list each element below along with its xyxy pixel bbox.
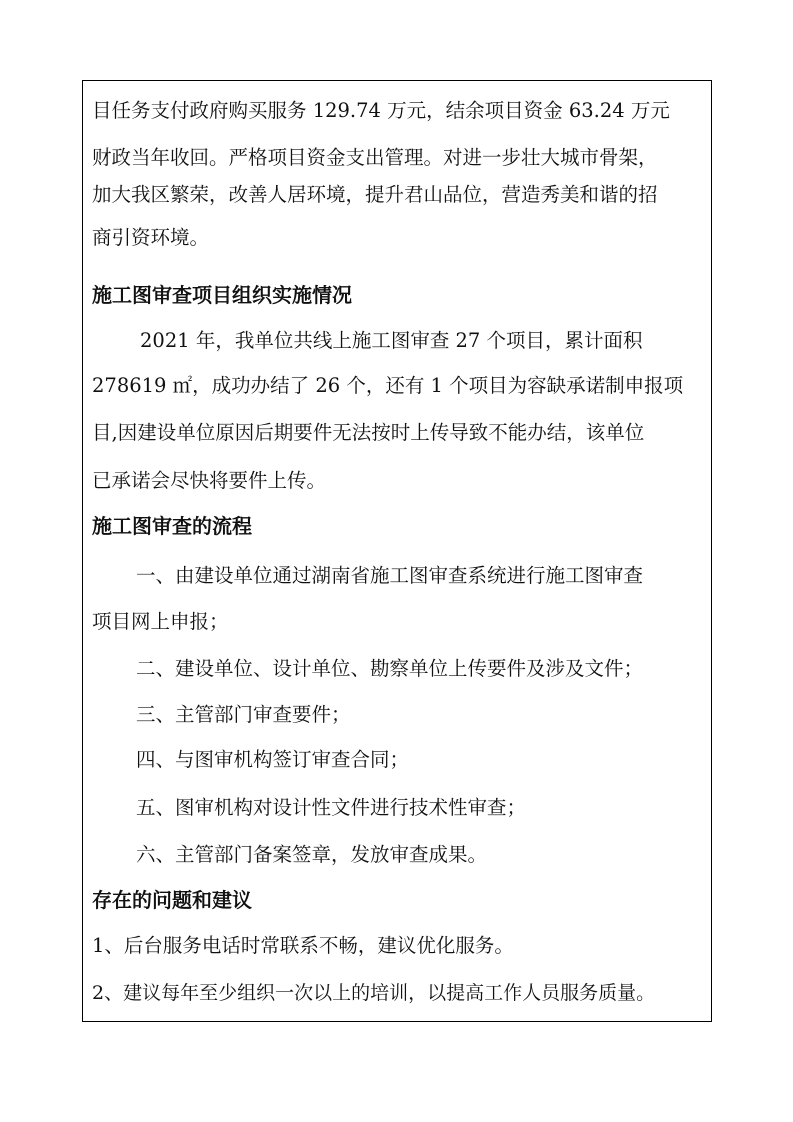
intro-line-4: 商引资环境。 (92, 226, 210, 249)
process-step-6: 六、主管部门备案签章，发放审查成果。 (136, 843, 488, 866)
section1-line-2: 278619 ㎡，成功办结了 26 个，还有 1 个项目为容缺承诺制申报项 (92, 374, 684, 397)
table-cell-border (82, 80, 712, 1022)
process-step-5: 五、图审机构对设计性文件进行技术性审查； (136, 796, 527, 819)
process-step-1: 一、由建设单位通过湖南省施工图审查系统进行施工图审查 (136, 564, 644, 587)
intro-line-3: 加大我区繁荣，改善人居环境，提升君山品位，营造秀美和谐的招 (92, 183, 658, 206)
process-step-1-cont: 项目网上申报； (92, 610, 229, 633)
issue-item-2: 2、建议每年至少组织一次以上的培训，以提高工作人员服务质量。 (92, 982, 656, 1004)
process-step-3: 三、主管部门审查要件； (136, 703, 351, 726)
section-heading-process: 施工图审查的流程 (92, 514, 252, 538)
issue-item-1: 1、后台服务电话时常联系不畅，建议优化服务。 (92, 934, 514, 957)
process-step-4: 四、与图审机构签订审查合同； (136, 748, 410, 771)
intro-line-1: 目任务支付政府购买服务 129.74 万元，结余项目资金 63.24 万元 (92, 99, 670, 122)
section1-line-1: 2021 年，我单位共线上施工图审查 27 个项目，累计面积 (140, 329, 643, 352)
section1-line-4: 已承诺会尽快将要件上传。 (92, 469, 327, 492)
process-step-2: 二、建设单位、设计单位、勘察单位上传要件及涉及文件； (136, 657, 644, 680)
section-heading-implementation: 施工图审查项目组织实施情况 (92, 283, 352, 307)
intro-line-2: 财政当年收回。严格项目资金支出管理。对进一步壮大城市骨架， (92, 146, 658, 169)
section-heading-issues: 存在的问题和建议 (92, 888, 252, 912)
section1-line-3: 目,因建设单位原因后期要件无法按时上传导致不能办结，该单位 (92, 421, 645, 444)
